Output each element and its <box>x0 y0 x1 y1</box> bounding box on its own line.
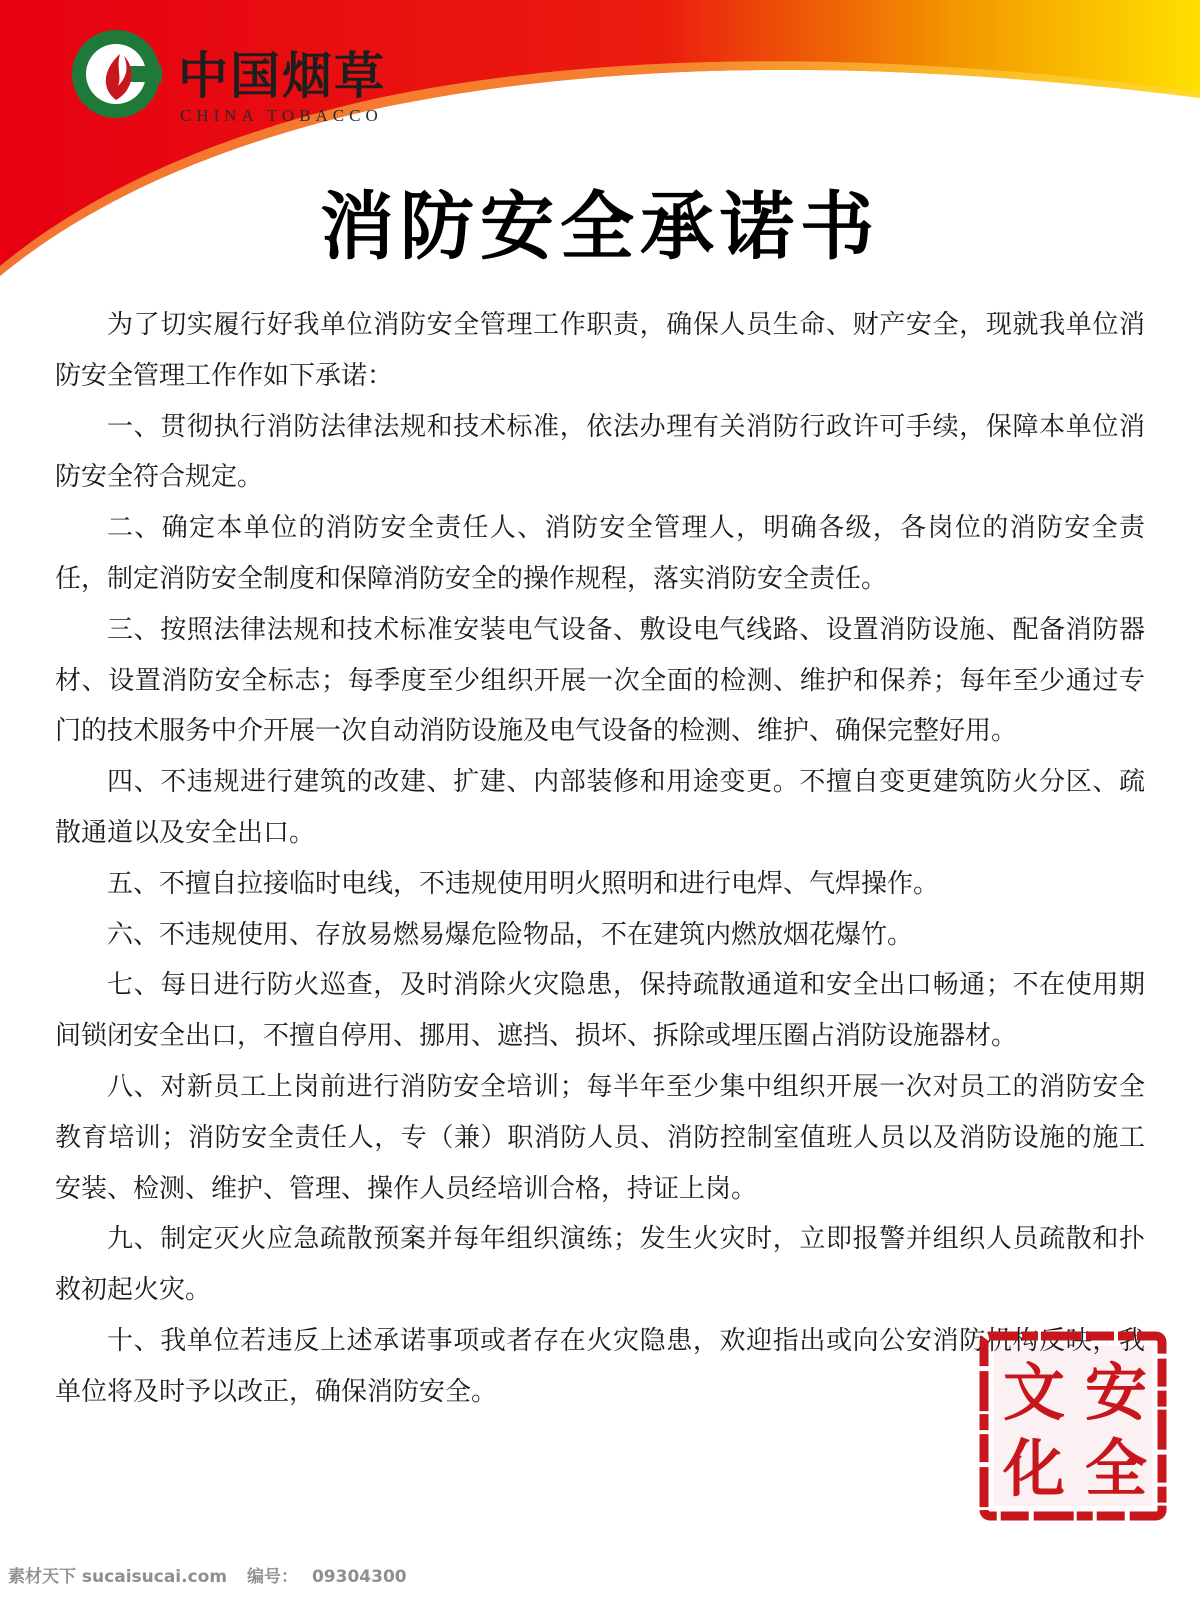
clause-4: 四、不违规进行建筑的改建、扩建、内部装修和用途变更。不擅自变更建筑防火分区、疏散通道以及安全出口。 <box>55 767 1145 848</box>
clause-10: 十、我单位若违反上述承诺事项或者存在火灾隐患，欢迎指出或向公安消防机构反映，我单位将及时予以改正，确保消防安全。 <box>55 1325 1145 1407</box>
clause-9: 九、制定灭火应急疏散预案并每年组织演练；发生火灾时，立即报警并组织人员疏散和扑救初起火灾。 <box>55 1224 1145 1306</box>
china-tobacco-logo <box>70 26 430 136</box>
page-title: 消防安全承诺书 <box>320 184 880 270</box>
clause-8: 八、对新员工上岗前进行消防安全培训；每半年至少集中组织开展一次对员工的消防安全教育培训；消防安全责任人，专（兼）职消防人员、消防控制室值班人员以及消防设施的施工安装、检测、维护、管理、操作人员经培训合格，持证上岗。 <box>55 1071 1145 1204</box>
clause-7: 七、每日进行防火巡查，及时消除火灾隐患，保持疏散通道和安全出口畅通；不在使用期间锁闭安全出口，不擅自停用、挪用、遮挡、损坏、拆除或埋压圈占消防设施器材。 <box>55 970 1145 1052</box>
watermark-site: 素材天下 sucaisucai.com <box>8 1567 228 1587</box>
logo-english-text: CHINA TOBACCO <box>180 106 383 125</box>
seal-char: 化 <box>1002 1432 1066 1505</box>
clause-5: 五、不擅自拉接临时电线，不违规使用明火照明和进行电焊、气焊操作。 <box>107 868 940 899</box>
clause-1: 一、贯彻执行消防法律法规和技术标准，依法办理有关消防行政许可手续，保障本单位消防安全符合规定。 <box>55 411 1145 493</box>
document-body <box>55 300 1145 1418</box>
logo-emblem-icon <box>70 28 162 120</box>
watermark-number-label: 编号： <box>246 1567 298 1587</box>
watermark-footer <box>8 1562 421 1587</box>
logo-chinese-text: 中国烟草 <box>178 47 386 105</box>
watermark-number: 09304300 <box>311 1567 407 1587</box>
seal-char: 全 <box>1084 1432 1148 1505</box>
clause-3: 三、按照法律法规和技术标准安装电气设备、敷设电气线路、设置消防设施、配备消防器材、设置消防安全标志；每季度至少组织开展一次全面的检测、维护和保养；每年至少通过专门的技术服务中介开展一次自动消防设施及电气设备的检测、维护、确保完整好用。 <box>55 614 1145 747</box>
intro-paragraph: 为了切实履行好我单位消防安全管理工作职责，确保人员生命、财产安全，现就我单位消防安全管理工作作如下承诺： <box>55 310 1145 391</box>
seal-char: 安 <box>1084 1356 1148 1429</box>
clause-2: 二、确定本单位的消防安全责任人、消防安全管理人，明确各级，各岗位的消防安全责任，制定消防安全制度和保障消防安全的操作规程，落实消防安全责任。 <box>55 513 1145 594</box>
seal-stamp <box>978 1330 1168 1522</box>
seal-char: 文 <box>1002 1356 1066 1429</box>
clause-6: 六、不违规使用、存放易燃易爆危险物品，不在建筑内燃放烟花爆竹。 <box>107 919 914 950</box>
